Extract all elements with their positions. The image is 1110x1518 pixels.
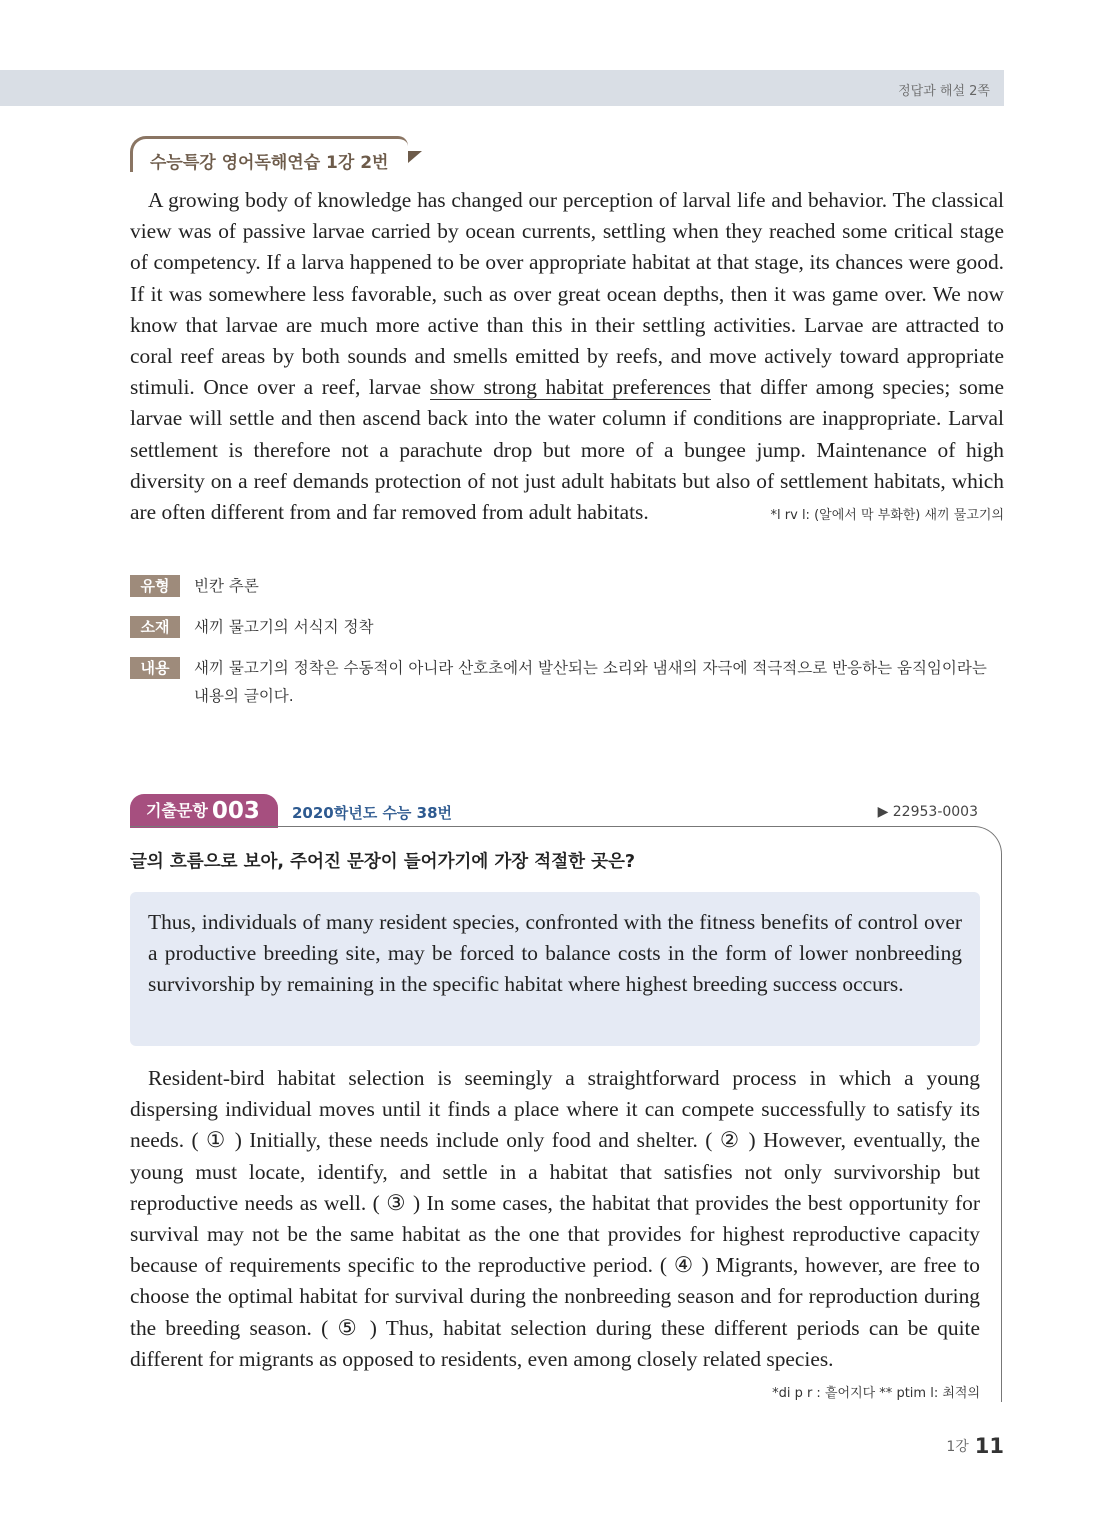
- content-badge: 내용: [130, 657, 180, 679]
- section2-passage: [130, 1063, 980, 1409]
- section1-title: 수능특강 영어독해연습 1강 2번: [150, 153, 389, 173]
- section1-tab: [130, 136, 408, 172]
- question-prompt: 글의 흐름으로 보아, 주어진 문장이 들어가기에 가장 적절한 곳은?: [130, 852, 636, 872]
- page-header-bar: [0, 70, 1004, 106]
- section2-frame-top: [130, 826, 976, 827]
- exam-source-title: 2020학년도 수능 38번: [292, 804, 453, 822]
- section2-frame-right: [1001, 864, 1002, 1402]
- lesson-label: 1강: [946, 1439, 969, 1455]
- page-footer: [946, 1434, 1004, 1458]
- passage1-text-before: A growing body of knowledge has changed our perception of larval life and behavior. The classical view was of passive larvae carried by ocean currents, settling when they reached some critical stage of competency. If a larva happened to be over appropriate habitat at that stage, its chances were good. If it was somewhere less favorable, such as over great ocean depths, then it was game over. We now know that larvae are much more active than this in their settling activities. Larvae are attracted to coral reef areas by both sounds and smells emitted by reefs, and move actively toward appropriate stimuli. Once over a reef, larvae: [130, 188, 1004, 400]
- given-sentence: Thus, individuals of many resident species, confronted with the fitness benefits of control over a productive breeding site, may be forced to balance costs in the form of lower nonbreeding survivorship by remaining in the specific habitat where highest breeding success occurs.: [148, 910, 962, 997]
- passage2-text: Resident-bird habitat selection is seemingly a straightforward process in which a young dispersing individual moves until it finds a place where it can compete successfully to satisfy its needs. ( ① ) Initially, these needs include only food and shelter. ( ② ) However, eventually, the young must locate, identify, and settle in a habitat that satisfies not only survivorship but reproductive needs as well. ( ③ ) In some cases, the habitat that provides the best opportunity for survival may not be the same habitat as the one that provides for highest reproductive capacity because of requirements specific to the reproductive period. ( ④ ) Migrants, however, are free to choose the optimal habitat for survival during the nonbreeding season and for reproduction during the breeding season. ( ⑤ ) Thus, habitat selection during these different periods can be quite different for migrants as opposed to residents, even among closely related species.: [130, 1066, 980, 1371]
- topic-text: 새끼 물고기의 서식지 정착: [194, 618, 374, 636]
- content-text: 새끼 물고기의 정착은 수동적이 아니라 산호초에서 발산되는 소리와 냄새의 자극에 적극적으로 반응하는 움직임이라는 내용의 글이다.: [194, 659, 987, 705]
- section1-passage: [130, 185, 1004, 531]
- tab-arrow-icon: [408, 151, 422, 163]
- past-question-number: 003: [211, 798, 260, 824]
- past-question-label: 기출문항: [146, 801, 208, 820]
- type-text: 빈칸 추론: [194, 577, 259, 595]
- section2-footnote: *di p r : 흩어지다 ** ptim l: 최적의: [772, 1386, 980, 1402]
- given-sentence-box: [130, 892, 980, 1046]
- answer-reference: 정답과 해설 2쪽: [898, 84, 990, 99]
- passage1-text-after: that differ among species; some larvae will settle and then ascend back into the water column if conditions are inappropriate. Larval settlement is therefore not a parachute drop but more of a bungee jump. Maintenance of high diversity on a reef demands protection of not just adult habitats but also of settlement habitats, which are often different from and far removed from adult habitats.: [130, 375, 1005, 525]
- underlined-phrase: show strong habitat preferences: [429, 375, 711, 400]
- section1-footnote: *l rv l: (알에서 막 부화한) 새끼 물고기의: [770, 508, 1004, 524]
- question-code: ▶ 22953-0003: [877, 804, 978, 820]
- section2-header: [130, 794, 1004, 828]
- past-question-badge: [130, 794, 278, 828]
- topic-badge: 소재: [130, 616, 180, 638]
- section2-frame-corner: [962, 826, 1002, 866]
- page-number: 11: [974, 1434, 1004, 1458]
- type-badge: 유형: [130, 575, 180, 597]
